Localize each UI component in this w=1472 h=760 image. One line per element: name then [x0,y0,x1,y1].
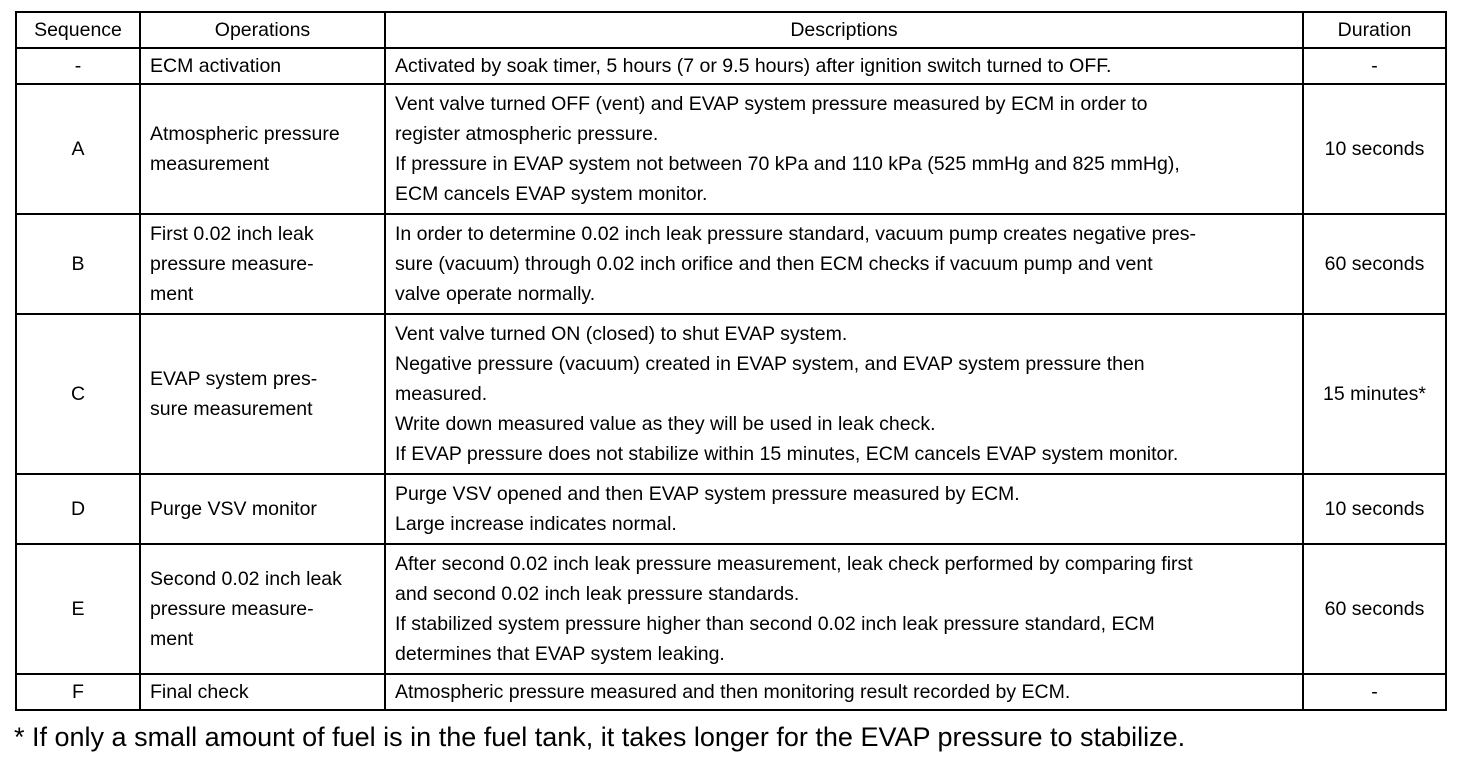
header-sequence: Sequence [16,12,140,48]
header-operations: Operations [140,12,385,48]
description-line: If EVAP pressure does not stabilize within 15 minutes, ECM cancels EVAP system monitor. [395,443,1179,465]
table-row [16,214,1446,314]
description-line: Activated by soak timer, 5 hours (7 or 9.5 hours) after ignition switch turned to OFF. [395,55,1112,77]
operation-line: Final check [150,681,249,703]
sequence-cell: D [16,474,140,544]
description-line: Large increase indicates normal. [395,513,677,535]
description-cell [385,48,1303,84]
sequence-cell: - [16,48,140,84]
description-line: Vent valve turned ON (closed) to shut EVAP system. [395,323,848,345]
table-row [16,48,1446,84]
duration-cell: 10 seconds [1303,84,1446,214]
table-row [16,84,1446,214]
description-cell [385,674,1303,710]
table-row [16,544,1446,674]
description-line: If stabilized system pressure higher than second 0.02 inch leak pressure standard, ECM [395,613,1155,635]
header-duration: Duration [1303,12,1446,48]
table-row [16,674,1446,710]
description-line: ECM cancels EVAP system monitor. [395,183,708,205]
sequence-cell: F [16,674,140,710]
table-body [16,48,1446,710]
description-line: measured. [395,383,488,405]
description-line: register atmospheric pressure. [395,123,659,145]
duration-cell: 10 seconds [1303,474,1446,544]
sequence-cell: A [16,84,140,214]
description-line: Purge VSV opened and then EVAP system pressure measured by ECM. [395,483,1020,505]
operation-cell [140,84,385,214]
duration-cell: 60 seconds [1303,544,1446,674]
description-cell [385,314,1303,474]
table-header-row [16,12,1446,48]
operation-line: sure measurement [150,398,313,420]
duration-cell: 15 minutes* [1303,314,1446,474]
description-line: In order to determine 0.02 inch leak pressure standard, vacuum pump creates negative pres- [395,223,1197,245]
operation-line: ment [150,283,194,305]
description-cell [385,84,1303,214]
description-cell [385,214,1303,314]
description-line: sure (vacuum) through 0.02 inch orifice and then ECM checks if vacuum pump and vent [395,253,1153,275]
duration-cell: - [1303,48,1446,84]
operation-cell [140,48,385,84]
operation-line: First 0.02 inch leak [150,223,314,245]
operation-line: Second 0.02 inch leak [150,568,342,590]
table-row [16,314,1446,474]
operation-line: pressure measure- [150,253,314,275]
footnote: * If only a small amount of fuel is in the fuel tank, it takes longer for the EVAP pressure to stabilize. [14,722,1186,752]
description-line: Atmospheric pressure measured and then monitoring result recorded by ECM. [395,681,1071,703]
duration-cell: 60 seconds [1303,214,1446,314]
description-line: determines that EVAP system leaking. [395,643,725,665]
description-cell [385,544,1303,674]
sequence-cell: C [16,314,140,474]
operation-cell [140,314,385,474]
operation-cell [140,214,385,314]
header-descriptions: Descriptions [385,12,1303,48]
operation-line: pressure measure- [150,598,314,620]
description-line: and second 0.02 inch leak pressure standards. [395,583,800,605]
table-row [16,474,1446,544]
description-line: Negative pressure (vacuum) created in EVAP system, and EVAP system pressure then [395,353,1145,375]
operation-cell [140,544,385,674]
operation-line: EVAP system pres- [150,368,318,390]
description-cell [385,474,1303,544]
sequence-cell: E [16,544,140,674]
description-line: Write down measured value as they will be used in leak check. [395,413,936,435]
operation-line: ECM activation [150,55,282,77]
duration-cell: - [1303,674,1446,710]
operation-line: Atmospheric pressure [150,123,340,145]
description-line: Vent valve turned OFF (vent) and EVAP system pressure measured by ECM in order to [395,93,1148,115]
operation-cell [140,674,385,710]
description-line: If pressure in EVAP system not between 70 kPa and 110 kPa (525 mmHg and 825 mmHg), [395,153,1180,175]
description-line: valve operate normally. [395,283,596,305]
operation-line: measurement [150,153,270,175]
evap-monitor-table [15,11,1447,711]
operation-line: ment [150,628,194,650]
description-line: After second 0.02 inch leak pressure measurement, leak check performed by comparing first [395,553,1193,575]
operation-line: Purge VSV monitor [150,498,317,520]
operation-cell [140,474,385,544]
sequence-cell: B [16,214,140,314]
